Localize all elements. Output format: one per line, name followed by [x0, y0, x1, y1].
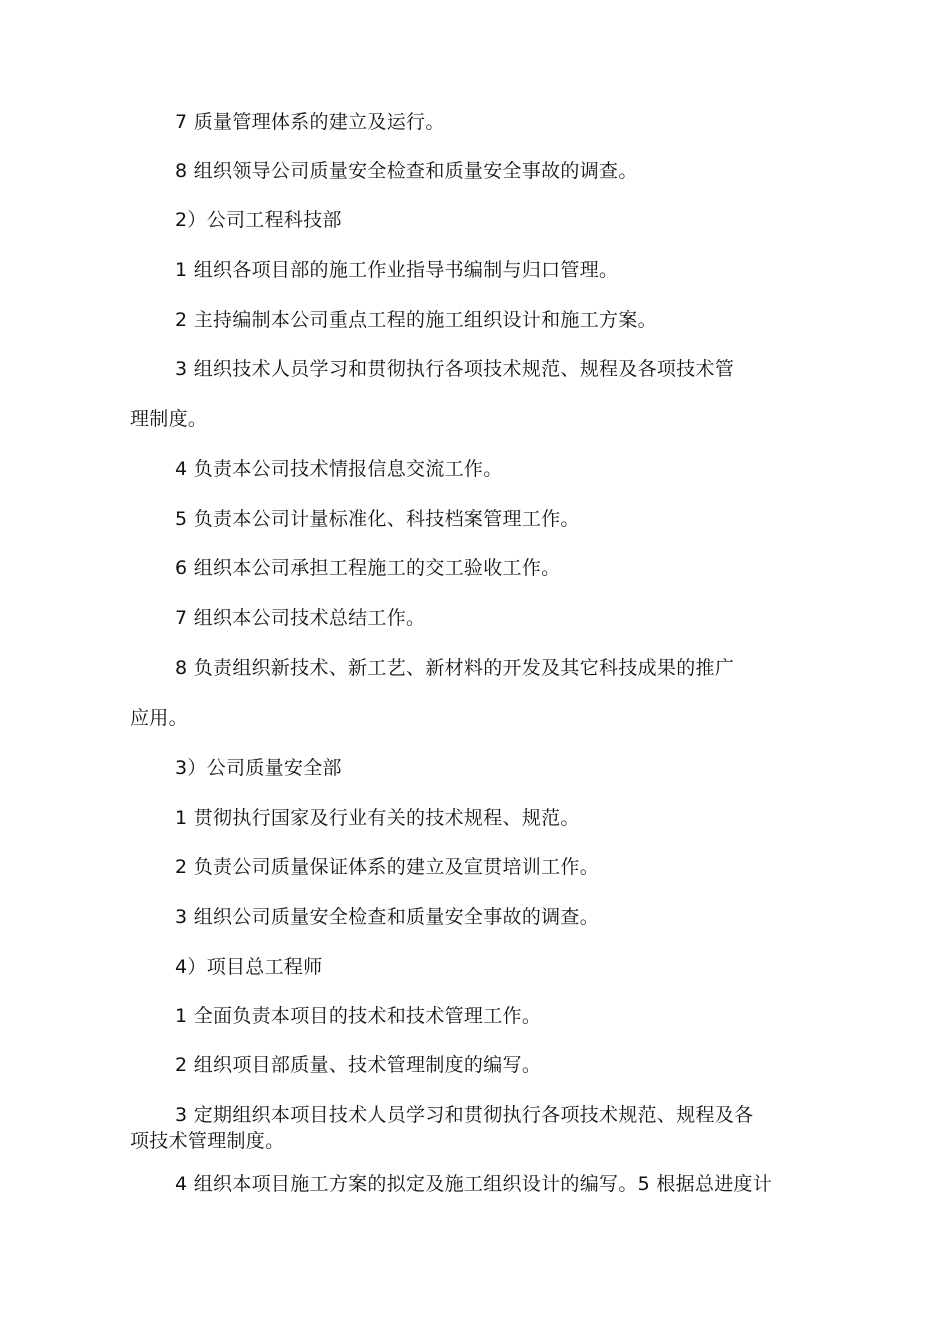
text-line: 2 主持编制本公司重点工程的施工组织设计和施工方案。	[175, 309, 657, 331]
text-line: 5 负责本公司计量标准化、科技档案管理工作。	[175, 508, 580, 530]
text-line: 8 组织领导公司质量安全检查和质量安全事故的调查。	[175, 160, 638, 182]
text-line: 6 组织本公司承担工程施工的交工验收工作。	[175, 557, 561, 579]
text-line: 8 负责组织新技术、新工艺、新材料的开发及其它科技成果的推广	[175, 657, 735, 679]
text-line-continuation: 项技术管理制度。	[130, 1130, 285, 1152]
section-heading: 3）公司质量安全部	[175, 757, 342, 779]
section-heading: 2）公司工程科技部	[175, 209, 342, 231]
text-line-continuation: 应用。	[130, 707, 188, 729]
text-line-continuation: 理制度。	[130, 408, 208, 430]
text-line: 3 组织公司质量安全检查和质量安全事故的调查。	[175, 906, 600, 928]
text-line: 1 全面负责本项目的技术和技术管理工作。	[175, 1005, 542, 1027]
text-line: 7 质量管理体系的建立及运行。	[175, 111, 445, 133]
section-heading: 4）项目总工程师	[175, 956, 323, 978]
text-line: 2 组织项目部质量、技术管理制度的编写。	[175, 1054, 542, 1076]
text-line: 3 定期组织本项目技术人员学习和贯彻执行各项技术规范、规程及各	[175, 1104, 754, 1126]
text-line: 1 贯彻执行国家及行业有关的技术规程、规范。	[175, 807, 580, 829]
text-line: 2 负责公司质量保证体系的建立及宣贯培训工作。	[175, 856, 600, 878]
text-line: 3 组织技术人员学习和贯彻执行各项技术规范、规程及各项技术管	[175, 358, 735, 380]
text-line: 4 负责本公司技术情报信息交流工作。	[175, 458, 503, 480]
text-line: 4 组织本项目施工方案的拟定及施工组织设计的编写。5 根据总进度计	[175, 1173, 773, 1195]
text-line: 1 组织各项目部的施工作业指导书编制与归口管理。	[175, 259, 619, 281]
text-line: 7 组织本公司技术总结工作。	[175, 607, 426, 629]
